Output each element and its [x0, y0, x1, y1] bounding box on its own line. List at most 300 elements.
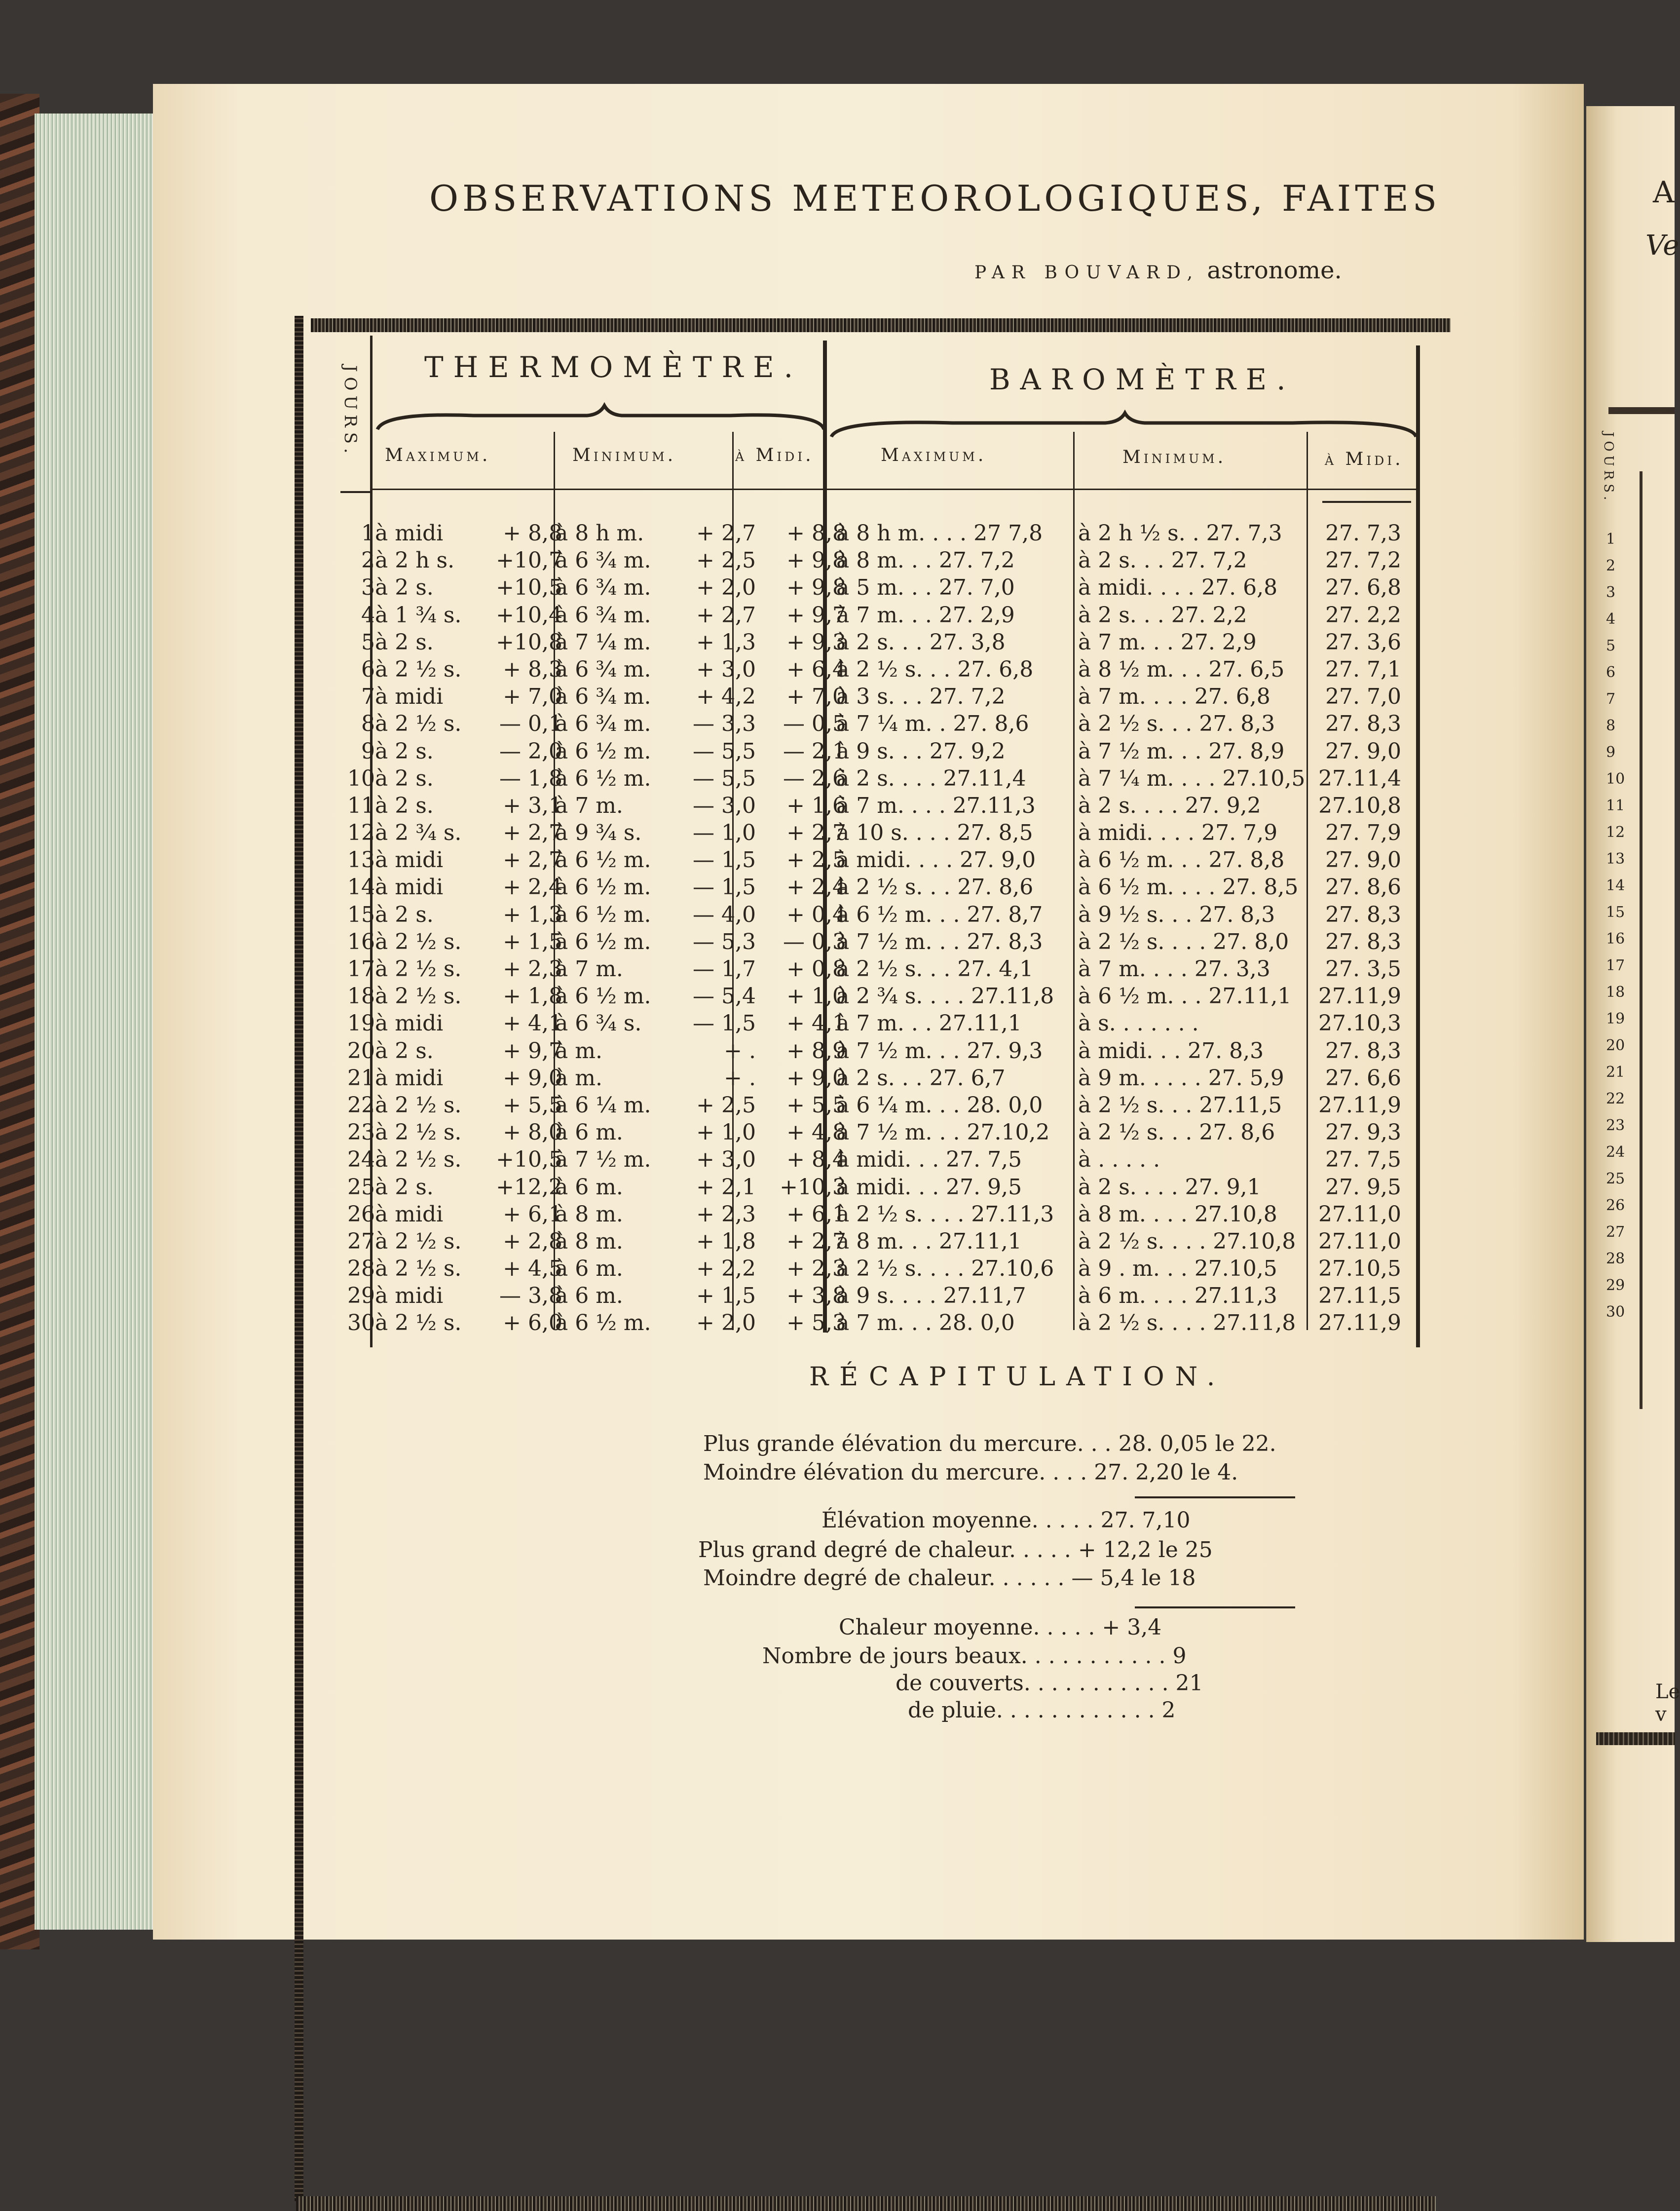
thermo-max-value: + 6,0 — [503, 1310, 562, 1336]
thermo-min-value: + 3,0 — [696, 1147, 756, 1173]
thermo-min-time: à 7 m. — [555, 956, 623, 982]
thermo-min-time: à 7 m. — [555, 793, 623, 818]
day-number: 27 — [347, 1228, 375, 1254]
facing-page-bottom-rule — [1596, 1732, 1675, 1745]
recap-mean-elevation: Élévation moyenne. . . . . 27. 7,10 — [821, 1508, 1191, 1533]
thermo-min-time: à 6 ¾ m. — [555, 602, 651, 628]
day-number: 23 — [347, 1120, 375, 1145]
thermo-min-time: à 6 ¾ m. — [555, 575, 651, 601]
table-row — [303, 1283, 1436, 1310]
header-underline-left — [340, 491, 370, 493]
day-number: 2 — [361, 548, 375, 573]
table-row — [303, 739, 1436, 766]
thermo-max-value: + 4,5 — [503, 1256, 562, 1282]
thermo-min-value: + 2,0 — [696, 1310, 756, 1336]
thermo-noon-value: + 7,0 — [786, 684, 846, 710]
facing-page-day-number: 7 — [1606, 690, 1616, 708]
thermo-min-value: — 1,7 — [693, 956, 756, 982]
thermo-max-time: à midi — [375, 684, 444, 710]
thermo-max-time: à midi — [375, 1283, 444, 1309]
day-number: 4 — [361, 602, 375, 628]
baro-noon-value: 27. 7,9 — [1325, 820, 1401, 846]
baro-noon-value: 27.10,8 — [1318, 793, 1401, 818]
thermo-max-time: à midi — [375, 1011, 444, 1036]
recap-max-elevation: Plus grande élévation du mercure. . . 28. 0,05 le 22. — [703, 1431, 1276, 1456]
baro-max-entry: à 2 ½ s. . . 27. 6,8 — [836, 656, 1034, 682]
baro-noon-value: 27. 7,1 — [1325, 656, 1401, 682]
baro-min-entry: à 2 h ½ s. . 27. 7,3 — [1078, 521, 1282, 546]
recap-cloudy-days: de couverts. . . . . . . . . . . 21 — [896, 1671, 1203, 1696]
baro-noon-value: 27. 8,3 — [1325, 902, 1401, 927]
thermo-min-value: — 5,4 — [693, 984, 756, 1009]
thermo-noon-value: + 8,8 — [786, 521, 846, 546]
table-left-border — [295, 316, 303, 2201]
facing-page-day-number: 6 — [1606, 664, 1616, 681]
facing-page-day-number: 22 — [1606, 1090, 1625, 1107]
thermo-min-value: + 2,3 — [696, 1201, 756, 1227]
baro-min-entry: à 2 s. . . 27. 2,2 — [1078, 602, 1247, 628]
facing-page — [1586, 106, 1680, 1942]
baro-max-entry: à 7 m. . . 27. 2,9 — [836, 602, 1015, 628]
thermo-min-time: à 6 ¾ m. — [555, 656, 651, 682]
baro-min-entry: à 6 ½ m. . . 27.11,1 — [1078, 984, 1292, 1009]
recap-max-heat: Plus grand degré de chaleur. . . . . + 12,2 le 25 — [698, 1537, 1213, 1563]
table-row — [303, 1256, 1436, 1283]
thermo-max-time: à 2 s. — [375, 738, 434, 764]
thermo-max-time: à 2 s. — [375, 575, 434, 601]
day-number: 8 — [361, 711, 375, 737]
facing-page-day-number: 9 — [1606, 744, 1616, 761]
facing-page-day-number: 8 — [1606, 717, 1616, 734]
thermo-max-time: à midi — [375, 1201, 444, 1227]
thermo-noon-value: +10,3 — [780, 1174, 846, 1200]
table-row — [303, 929, 1436, 956]
thermo-max-value: — 3,8 — [499, 1283, 562, 1309]
day-number: 16 — [347, 929, 375, 954]
table-row — [303, 956, 1436, 984]
facing-page-jours-header: JOURS. — [1601, 432, 1616, 504]
baro-max-entry: à 10 s. . . . 27. 8,5 — [836, 820, 1033, 846]
baro-max-entry: à 2 s. . . 27. 3,8 — [836, 629, 1006, 655]
day-number: 12 — [347, 820, 375, 846]
thermo-min-value: — 5,3 — [693, 929, 756, 954]
thermo-min-value: + . — [724, 1038, 756, 1064]
thermo-max-value: + 4,1 — [503, 1011, 562, 1036]
thermometre-brace — [375, 405, 826, 434]
jours-header: JOURS. — [340, 365, 360, 458]
day-number: 1 — [361, 521, 375, 546]
thermo-max-value: + 8,0 — [503, 1120, 562, 1145]
thermo-min-header: Minimum. — [572, 445, 676, 465]
day-number: 7 — [361, 684, 375, 710]
thermo-midi-header: à Midi. — [735, 445, 814, 465]
thermo-min-value: + 2,5 — [696, 1092, 756, 1118]
baro-noon-value: 27. 3,5 — [1325, 956, 1401, 982]
thermo-min-time: à 6 ½ m. — [555, 847, 651, 873]
thermo-max-value: — 0,1 — [499, 711, 562, 737]
baro-noon-value: 27.11,4 — [1318, 765, 1401, 791]
baro-max-entry: à midi. . . . 27. 9,0 — [836, 847, 1036, 873]
thermo-max-time: à 2 s. — [375, 765, 434, 791]
author-name: PAR BOUVARD, — [974, 263, 1200, 283]
baro-min-entry: à 9 ½ s. . . 27. 8,3 — [1078, 902, 1275, 927]
table-row — [303, 1066, 1436, 1093]
facing-page-day-number: 11 — [1606, 797, 1625, 814]
baro-max-entry: à 7 m. . . 27.11,1 — [836, 1011, 1022, 1036]
baro-noon-value: 27.10,3 — [1318, 1011, 1401, 1036]
day-number: 17 — [347, 956, 375, 982]
thermo-max-time: à 2 ½ s. — [375, 1120, 462, 1145]
thermo-noon-value: + 1,0 — [786, 984, 846, 1009]
thermo-min-value: — 1,5 — [693, 1011, 756, 1036]
baro-noon-value: 27.11,0 — [1318, 1228, 1401, 1254]
facing-page-day-number: 16 — [1606, 930, 1625, 948]
table-row — [303, 548, 1436, 575]
baro-noon-value: 27. 8,6 — [1325, 875, 1401, 900]
thermo-noon-value: + 9,3 — [786, 629, 846, 655]
facing-page-day-number: 4 — [1606, 610, 1616, 628]
thermo-max-time: à 2 ¾ s. — [375, 820, 462, 846]
thermo-noon-value: + 9,7 — [786, 602, 846, 628]
thermo-noon-value: + 9,0 — [786, 1065, 846, 1091]
facing-page-day-number: 25 — [1606, 1170, 1625, 1187]
table-row — [303, 657, 1436, 684]
day-number: 26 — [347, 1201, 375, 1227]
thermo-min-time: à 6 ½ m. — [555, 984, 651, 1009]
day-number: 29 — [347, 1283, 375, 1309]
table-top-border — [311, 318, 1451, 332]
baro-min-entry: à . . . . . — [1078, 1147, 1160, 1173]
thermo-noon-value: + 0,4 — [786, 902, 846, 927]
baro-midi-header: à Midi. — [1325, 449, 1404, 469]
facing-page-subtitle-fragment: Ve — [1645, 229, 1680, 262]
facing-page-day-number: 12 — [1606, 824, 1625, 841]
header-underline — [373, 489, 1416, 490]
baro-max-entry: à 2 s. . . 27. 6,7 — [836, 1065, 1006, 1091]
baro-max-entry: à midi. . . 27. 9,5 — [836, 1174, 1022, 1200]
day-number: 25 — [347, 1174, 375, 1200]
day-number: 9 — [361, 738, 375, 764]
table-row — [303, 847, 1436, 875]
table-row — [303, 521, 1436, 548]
baro-noon-value: 27. 7,0 — [1325, 684, 1401, 710]
baro-noon-value: 27. 9,0 — [1325, 738, 1401, 764]
thermo-min-time: à m. — [555, 1065, 602, 1091]
barometre-brace — [829, 412, 1419, 442]
thermo-noon-value: — 0,5 — [783, 711, 846, 737]
day-number: 21 — [347, 1065, 375, 1091]
table-row — [303, 875, 1436, 902]
table-row — [303, 711, 1436, 738]
thermo-min-time: à 7 ½ m. — [555, 1147, 651, 1173]
baro-max-entry: à 7 ½ m. . . 27.10,2 — [836, 1120, 1050, 1145]
baro-min-entry: à 7 m. . . 27. 2,9 — [1078, 629, 1257, 655]
baro-noon-value: 27. 2,2 — [1325, 602, 1401, 628]
thermo-min-value: + 1,5 — [696, 1283, 756, 1309]
baro-max-entry: à 2 s. . . . 27.11,4 — [836, 765, 1026, 791]
baro-max-entry: à 9 s. . . 27. 9,2 — [836, 738, 1006, 764]
thermo-max-value: — 1,8 — [499, 765, 562, 791]
thermo-min-time: à 6 m. — [555, 1174, 623, 1200]
thermo-noon-value: + 1,6 — [786, 793, 846, 818]
day-number: 22 — [347, 1092, 375, 1118]
thermo-noon-value: + 2,4 — [786, 875, 846, 900]
thermo-noon-value: + 5,3 — [786, 1310, 846, 1336]
thermo-max-value: +10,5 — [496, 575, 562, 601]
thermo-max-value: + 1,5 — [503, 929, 562, 954]
thermo-min-time: à 8 m. — [555, 1201, 623, 1227]
recap-min-elevation: Moindre élévation du mercure. . . . 27. 2,20 le 4. — [703, 1460, 1238, 1485]
thermo-max-time: à 2 ½ s. — [375, 656, 462, 682]
table-row — [303, 1229, 1436, 1256]
thermo-max-time: à 2 s. — [375, 902, 434, 927]
baro-noon-value: 27. 7,3 — [1325, 521, 1401, 546]
thermo-noon-value: — 2,6 — [783, 765, 846, 791]
thermo-max-value: +12,2 — [496, 1174, 562, 1200]
table-row — [303, 1202, 1436, 1229]
day-number: 24 — [347, 1147, 375, 1173]
thermo-max-time: à 2 h s. — [375, 548, 455, 573]
baro-min-entry: à 6 ½ m. . . 27. 8,8 — [1078, 847, 1285, 873]
thermo-min-time: à 6 ¾ m. — [555, 711, 651, 737]
table-row — [303, 630, 1436, 657]
baro-max-entry: à 5 m. . . 27. 7,0 — [836, 575, 1015, 601]
facing-page-day-number: 24 — [1606, 1144, 1625, 1161]
day-number: 15 — [347, 902, 375, 927]
day-number: 13 — [347, 847, 375, 873]
table-row — [303, 603, 1436, 630]
table-row — [303, 1120, 1436, 1147]
thermo-max-value: + 1,8 — [503, 984, 562, 1009]
facing-page-day-number: 1 — [1606, 531, 1616, 548]
thermo-min-time: à 6 ½ m. — [555, 902, 651, 927]
thermo-min-value: + 2,1 — [696, 1174, 756, 1200]
page-subtitle — [974, 257, 1342, 284]
page-title: OBSERVATIONS METEOROLOGIQUES, FAITES — [429, 178, 1441, 219]
baro-noon-value: 27. 9,3 — [1325, 1120, 1401, 1145]
baro-max-entry: à 7 ½ m. . . 27. 8,3 — [836, 929, 1043, 954]
facing-page-day-number: 27 — [1606, 1223, 1625, 1241]
table-row — [303, 684, 1436, 711]
facing-page-day-number: 18 — [1606, 984, 1625, 1001]
thermo-noon-value: + 6,1 — [786, 1201, 846, 1227]
day-number: 18 — [347, 984, 375, 1009]
baro-max-entry: à 2 ½ s. . . . 27.11,3 — [836, 1201, 1054, 1227]
thermo-max-value: + 2,7 — [503, 847, 562, 873]
baro-min-entry: à 6 m. . . . 27.11,3 — [1078, 1283, 1277, 1309]
day-number: 19 — [347, 1011, 375, 1036]
thermo-max-value: + 9,7 — [503, 1038, 562, 1064]
baro-max-entry: à 6 ¼ m. . . 28. 0,0 — [836, 1092, 1043, 1118]
thermo-max-time: à 2 ½ s. — [375, 1228, 462, 1254]
day-number: 14 — [347, 875, 375, 900]
baro-noon-value: 27.11,9 — [1318, 1310, 1401, 1336]
facing-page-day-number: 3 — [1606, 584, 1616, 601]
thermo-min-value: + 2,7 — [696, 521, 756, 546]
baro-noon-value: 27. 6,6 — [1325, 1065, 1401, 1091]
baro-noon-value: 27.11,9 — [1318, 984, 1401, 1009]
facing-page-day-number: 30 — [1606, 1303, 1625, 1321]
baro-noon-value: 27.11,0 — [1318, 1201, 1401, 1227]
baro-min-entry: à 8 m. . . . 27.10,8 — [1078, 1201, 1277, 1227]
thermo-min-value: + 1,3 — [696, 629, 756, 655]
thermo-min-time: à 6 ½ m. — [555, 929, 651, 954]
baro-min-entry: à 7 m. . . . 27. 6,8 — [1078, 684, 1270, 710]
day-number: 10 — [347, 765, 375, 791]
thermo-min-time: à 7 ¼ m. — [555, 629, 651, 655]
thermo-noon-value: + 8,9 — [786, 1038, 846, 1064]
facing-page-day-number: 14 — [1606, 877, 1625, 894]
facing-page-day-number: 13 — [1606, 850, 1625, 868]
observations-table-body — [303, 521, 1436, 1338]
facing-page-day-number: 5 — [1606, 637, 1616, 654]
header-underline-right — [1322, 501, 1411, 503]
facing-page-day-number: 19 — [1606, 1010, 1625, 1028]
baro-max-entry: à 8 m. . . 27.11,1 — [836, 1228, 1022, 1254]
facing-page-day-number: 2 — [1606, 557, 1616, 574]
baro-noon-value: 27. 8,3 — [1325, 929, 1401, 954]
thermo-min-time: à 6 m. — [555, 1256, 623, 1282]
table-row — [303, 1147, 1436, 1174]
baro-max-entry: à 7 m. . . 28. 0,0 — [836, 1310, 1015, 1336]
page-edges — [35, 114, 158, 1930]
baro-max-header: Maximum. — [881, 445, 987, 465]
thermo-min-time: à 6 ½ m. — [555, 738, 651, 764]
facing-page-day-column — [1606, 531, 1636, 1330]
baro-min-entry: à 9 . m. . . 27.10,5 — [1078, 1256, 1277, 1282]
facing-page-day-number: 26 — [1606, 1197, 1625, 1214]
baro-noon-value: 27. 9,0 — [1325, 847, 1401, 873]
thermo-max-value: + 8,8 — [503, 521, 562, 546]
thermo-noon-value: + 2,7 — [786, 820, 846, 846]
thermo-min-value: — 5,5 — [693, 738, 756, 764]
thermo-min-value: + 2,5 — [696, 548, 756, 573]
baro-noon-value: 27.11,9 — [1318, 1092, 1401, 1118]
thermo-max-time: à 2 ½ s. — [375, 956, 462, 982]
baro-min-entry: à 2 ½ s. . . . 27. 8,0 — [1078, 929, 1289, 954]
baro-max-entry: à 7 ½ m. . . 27. 9,3 — [836, 1038, 1043, 1064]
baro-noon-value: 27. 8,3 — [1325, 1038, 1401, 1064]
thermo-min-value: — 1,5 — [693, 847, 756, 873]
thermo-max-value: + 9,0 — [503, 1065, 562, 1091]
day-number: 28 — [347, 1256, 375, 1282]
facing-page-day-number: 20 — [1606, 1037, 1625, 1054]
baro-min-entry: à 7 ¼ m. . . . 27.10,5 — [1078, 765, 1306, 791]
recap-rule-2 — [1135, 1606, 1295, 1608]
baro-noon-value: 27. 8,3 — [1325, 711, 1401, 737]
thermo-max-time: à 2 s. — [375, 1174, 434, 1200]
thermo-max-value: +10,5 — [496, 1147, 562, 1173]
baro-max-entry: à 7 ¼ m. . 27. 8,6 — [836, 711, 1029, 737]
thermo-min-time: à 6 ½ m. — [555, 1310, 651, 1336]
thermo-min-time: à m. — [555, 1038, 602, 1064]
baro-noon-value: 27. 3,6 — [1325, 629, 1401, 655]
facing-page-day-number: 28 — [1606, 1250, 1625, 1267]
baro-min-entry: à midi. . . . 27. 7,9 — [1078, 820, 1278, 846]
thermo-noon-value: — 2,1 — [783, 738, 846, 764]
thermo-noon-value: — 0,3 — [783, 929, 846, 954]
facing-page-rule — [1608, 407, 1675, 414]
thermo-max-value: +10,8 — [496, 629, 562, 655]
baro-max-entry: à 9 s. . . . 27.11,7 — [836, 1283, 1026, 1309]
thermo-min-value: + . — [724, 1065, 756, 1091]
baro-min-entry: à 2 s. . . . 27. 9,2 — [1078, 793, 1261, 818]
thermo-min-time: à 6 ½ m. — [555, 875, 651, 900]
day-number: 11 — [347, 793, 375, 818]
thermo-min-time: à 6 ¾ m. — [555, 548, 651, 573]
thermo-min-value: — 1,0 — [693, 820, 756, 846]
facing-page-title-fragment: A — [1653, 175, 1675, 210]
thermo-max-value: + 7,0 — [503, 684, 562, 710]
day-number: 6 — [361, 656, 375, 682]
thermo-min-value: — 3,3 — [693, 711, 756, 737]
thermo-max-value: + 8,3 — [503, 656, 562, 682]
thermo-max-value: + 6,1 — [503, 1201, 562, 1227]
thermo-max-header: Maximum. — [385, 445, 491, 465]
thermo-max-value: + 1,3 — [503, 902, 562, 927]
facing-page-day-number: 10 — [1606, 770, 1625, 788]
thermo-min-value: — 3,0 — [693, 793, 756, 818]
baro-max-entry: à 2 ¾ s. . . . 27.11,8 — [836, 984, 1054, 1009]
thermo-noon-value: + 9,8 — [786, 548, 846, 573]
thermo-max-time: à midi — [375, 847, 444, 873]
baro-max-entry: à 6 ½ m. . . 27. 8,7 — [836, 902, 1043, 927]
baro-min-entry: à 6 ½ m. . . . 27. 8,5 — [1078, 875, 1299, 900]
thermo-max-value: + 2,4 — [503, 875, 562, 900]
baro-max-entry: à 8 m. . . 27. 7,2 — [836, 548, 1015, 573]
table-bottom-border — [296, 2196, 1436, 2211]
thermo-noon-value: + 3,8 — [786, 1283, 846, 1309]
table-row — [303, 1038, 1436, 1066]
baro-max-entry: à 2 ½ s. . . 27. 8,6 — [836, 875, 1034, 900]
baro-noon-value: 27. 6,8 — [1325, 575, 1401, 601]
baro-min-entry: à 2 ½ s. . . 27. 8,3 — [1078, 711, 1275, 737]
day-number: 5 — [361, 629, 375, 655]
thermo-min-time: à 6 ½ m. — [555, 765, 651, 791]
table-row — [303, 575, 1436, 602]
thermo-max-time: à 2 ½ s. — [375, 711, 462, 737]
baro-noon-value: 27.10,5 — [1318, 1256, 1401, 1282]
table-row — [303, 1011, 1436, 1038]
table-row — [303, 766, 1436, 793]
baro-min-entry: à s. . . . . . . — [1078, 1011, 1199, 1036]
facing-page-day-number: 17 — [1606, 957, 1625, 974]
table-row — [303, 1310, 1436, 1337]
day-number: 20 — [347, 1038, 375, 1064]
table-row — [303, 902, 1436, 929]
day-number: 3 — [361, 575, 375, 601]
thermo-noon-value: + 2,7 — [786, 1228, 846, 1254]
table-row — [303, 1175, 1436, 1202]
thermo-noon-value: + 2,5 — [786, 847, 846, 873]
baro-min-entry: à 8 ½ m. . . 27. 6,5 — [1078, 656, 1285, 682]
recap-rain-days: de pluie. . . . . . . . . . . . 2 — [908, 1698, 1176, 1723]
thermo-max-time: à 2 ½ s. — [375, 929, 462, 954]
thermo-min-time: à 6 m. — [555, 1283, 623, 1309]
thermometre-header: THERMOMÈTRE. — [424, 350, 803, 384]
thermo-max-time: à midi — [375, 1065, 444, 1091]
table-row — [303, 984, 1436, 1011]
baro-min-entry: à midi. . . . 27. 6,8 — [1078, 575, 1278, 601]
thermo-max-time: à 2 ½ s. — [375, 1147, 462, 1173]
thermo-noon-value: + 6,4 — [786, 656, 846, 682]
recap-title: RÉCAPITULATION. — [809, 1362, 1226, 1392]
baro-min-entry: à 2 ½ s. . . . 27.11,8 — [1078, 1310, 1296, 1336]
facing-page-day-number: 21 — [1606, 1064, 1625, 1081]
thermo-min-value: + 3,0 — [696, 656, 756, 682]
thermo-min-value: — 4,0 — [693, 902, 756, 927]
facing-page-column-rule — [1640, 471, 1643, 1409]
